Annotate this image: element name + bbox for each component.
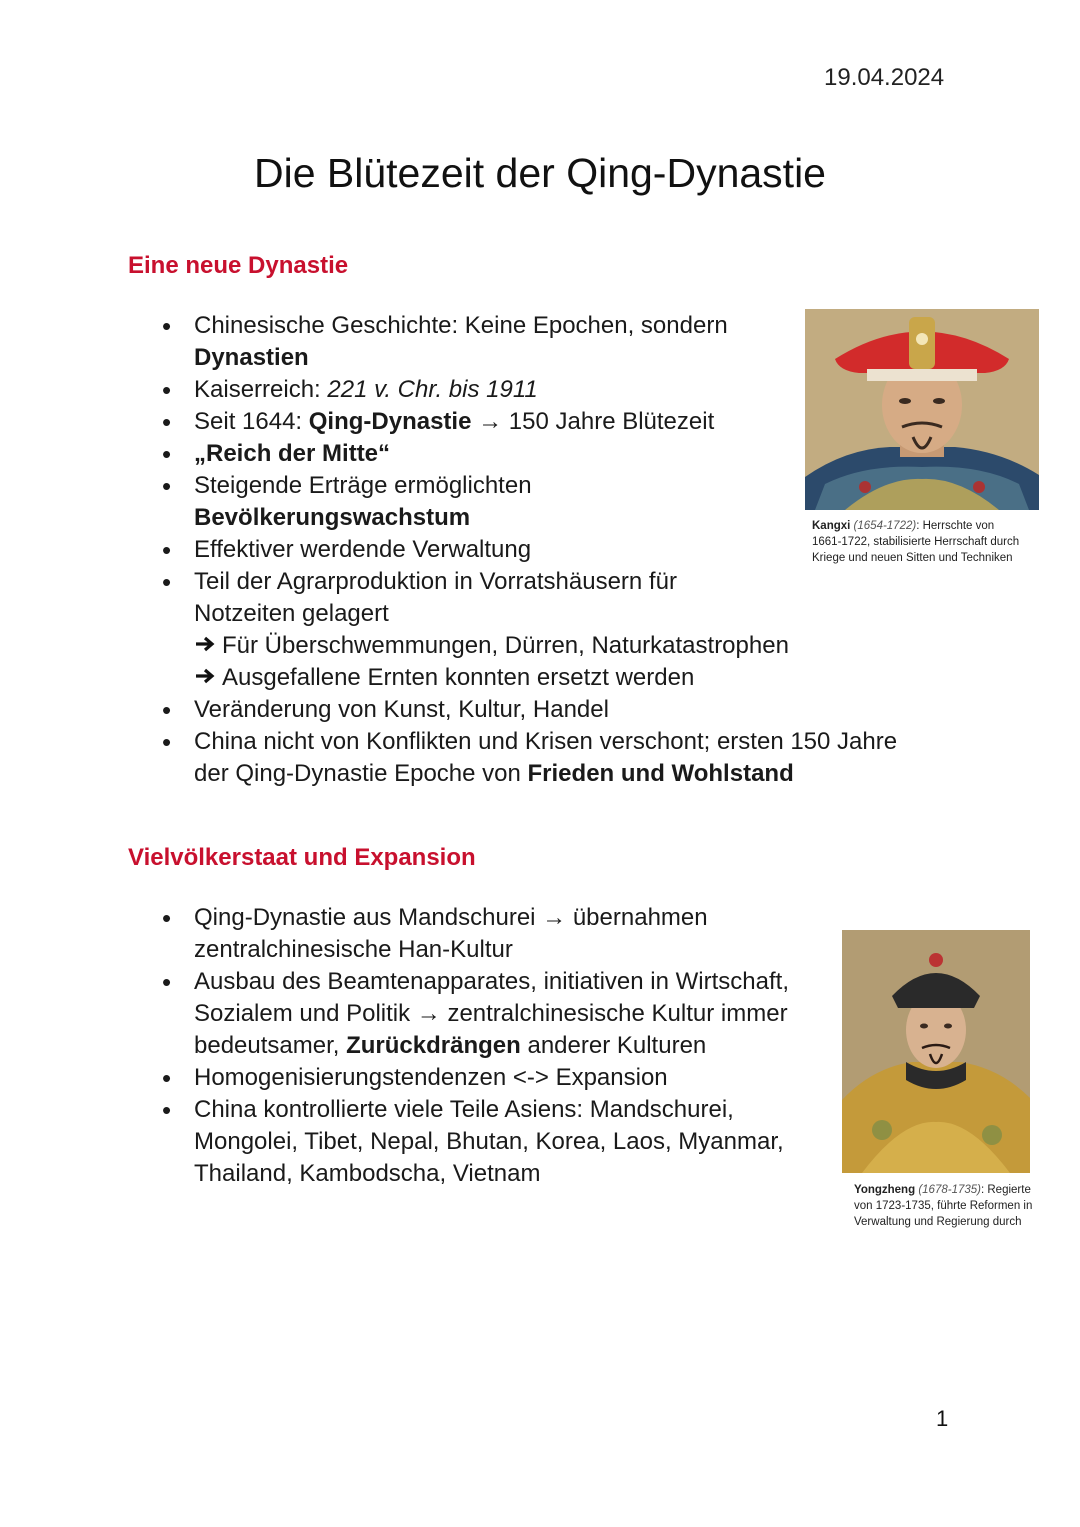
portrait-kangxi: [805, 309, 1039, 510]
list-item: [162, 1062, 789, 1094]
bullet-list-new-dynasty: [162, 310, 897, 790]
caption-text: : Regierte von 1723-1735, führte Reformen in Verwaltung und Regierung durch: [854, 1184, 1033, 1228]
list-item: [162, 966, 789, 1062]
portrait-yongzheng: [842, 930, 1030, 1173]
list-item: [162, 566, 897, 630]
list-item: [162, 310, 897, 374]
list-item-text: anderer Kulturen: [520, 1032, 707, 1059]
list-item-text: Sozialem und Politik → zentralchinesische Kultur immer: [194, 1000, 788, 1027]
list-item-text: → 150 Jahre Blütezeit: [471, 408, 715, 435]
list-subitem: [162, 630, 897, 662]
list-item-text: Notzeiten gelagert: [194, 600, 389, 627]
caption-yongzheng: [854, 1182, 1038, 1230]
caption-kangxi: [812, 518, 1022, 566]
list-item: [162, 726, 897, 790]
date: 19.04.2024: [824, 64, 945, 91]
list-item-text: Mongolei, Tibet, Nepal, Bhutan, Korea, Laos, Myanmar,: [194, 1128, 784, 1155]
arrow-right-icon: [194, 630, 222, 662]
page-title: Die Blütezeit der Qing-Dynastie: [254, 150, 826, 196]
list-item-text: Teil der Agrarproduktion in Vorratshäusern für: [194, 568, 677, 595]
caption-name: Kangxi: [812, 520, 851, 532]
list-item: [162, 438, 897, 470]
list-subitem-text: Für Überschwemmungen, Dürren, Naturkatastrophen: [222, 632, 789, 659]
caption-name: Yongzheng: [854, 1184, 916, 1196]
list-item-bold: Dynastien: [194, 344, 309, 371]
list-item-text: Ausbau des Beamtenapparates, initiativen in Wirtschaft,: [194, 968, 789, 995]
list-item: [162, 534, 897, 566]
caption-years: (1654-1722): [853, 520, 917, 532]
list-item: [162, 406, 897, 438]
list-item-bold: Bevölkerungswachstum: [194, 504, 471, 531]
bullet-list-expansion: [162, 902, 789, 1190]
list-item-text: China nicht von Konflikten und Krisen verschont; ersten 150 Jahre: [194, 728, 898, 755]
list-item-text: China kontrollierte viele Teile Asiens: Mandschurei,: [194, 1096, 734, 1123]
list-item-bold: Zurückdrängen: [346, 1032, 521, 1059]
arrow-right-icon: [194, 662, 222, 694]
caption-text: : Herrschte von 1661-1722, stabilisierte Herrschaft durch Kriege und neuen Sitten und Techniken: [812, 520, 1020, 564]
list-item: [162, 470, 897, 534]
list-subitem-text: Ausgefallene Ernten konnten ersetzt werden: [222, 664, 695, 691]
list-item-text: Effektiver werdende Verwaltung: [194, 536, 532, 563]
list-item-text: bedeutsamer,: [194, 1032, 347, 1059]
list-item: [162, 694, 897, 726]
list-item-bold: Qing-Dynastie: [308, 408, 472, 435]
section-heading-expansion: Vielvölkerstaat und Expansion: [128, 844, 476, 871]
list-item-text: Chinesische Geschichte: Keine Epochen, sondern: [194, 312, 728, 339]
list-item: [162, 374, 897, 406]
list-item-bold: „Reich der Mitte“: [194, 440, 391, 467]
list-item-text: zentralchinesische Han-Kultur: [194, 936, 513, 963]
list-item-text: Seit 1644:: [194, 408, 309, 435]
list-item-text: Qing-Dynastie aus Mandschurei → übernahmen: [194, 904, 708, 931]
list-item: [162, 902, 789, 966]
list-item-text: Veränderung von Kunst, Kultur, Handel: [194, 696, 609, 723]
list-subitem: [162, 662, 897, 694]
list-item-text: Kaiserreich:: [194, 376, 328, 403]
list-item-text: Thailand, Kambodscha, Vietnam: [194, 1160, 541, 1187]
list-item-text: der Qing-Dynastie Epoche von: [194, 760, 528, 787]
caption-years: (1678-1735): [918, 1184, 981, 1196]
list-item-italic: 221 v. Chr. bis 1911: [327, 376, 538, 403]
section-heading-new-dynasty: Eine neue Dynastie: [128, 252, 349, 279]
list-item-bold: Frieden und Wohlstand: [527, 760, 794, 787]
page-number: 1: [936, 1406, 949, 1431]
list-item-text: Steigende Erträge ermöglichten: [194, 472, 532, 499]
list-item: [162, 1094, 789, 1190]
list-item-text: Homogenisierungstendenzen <-> Expansion: [194, 1064, 668, 1091]
